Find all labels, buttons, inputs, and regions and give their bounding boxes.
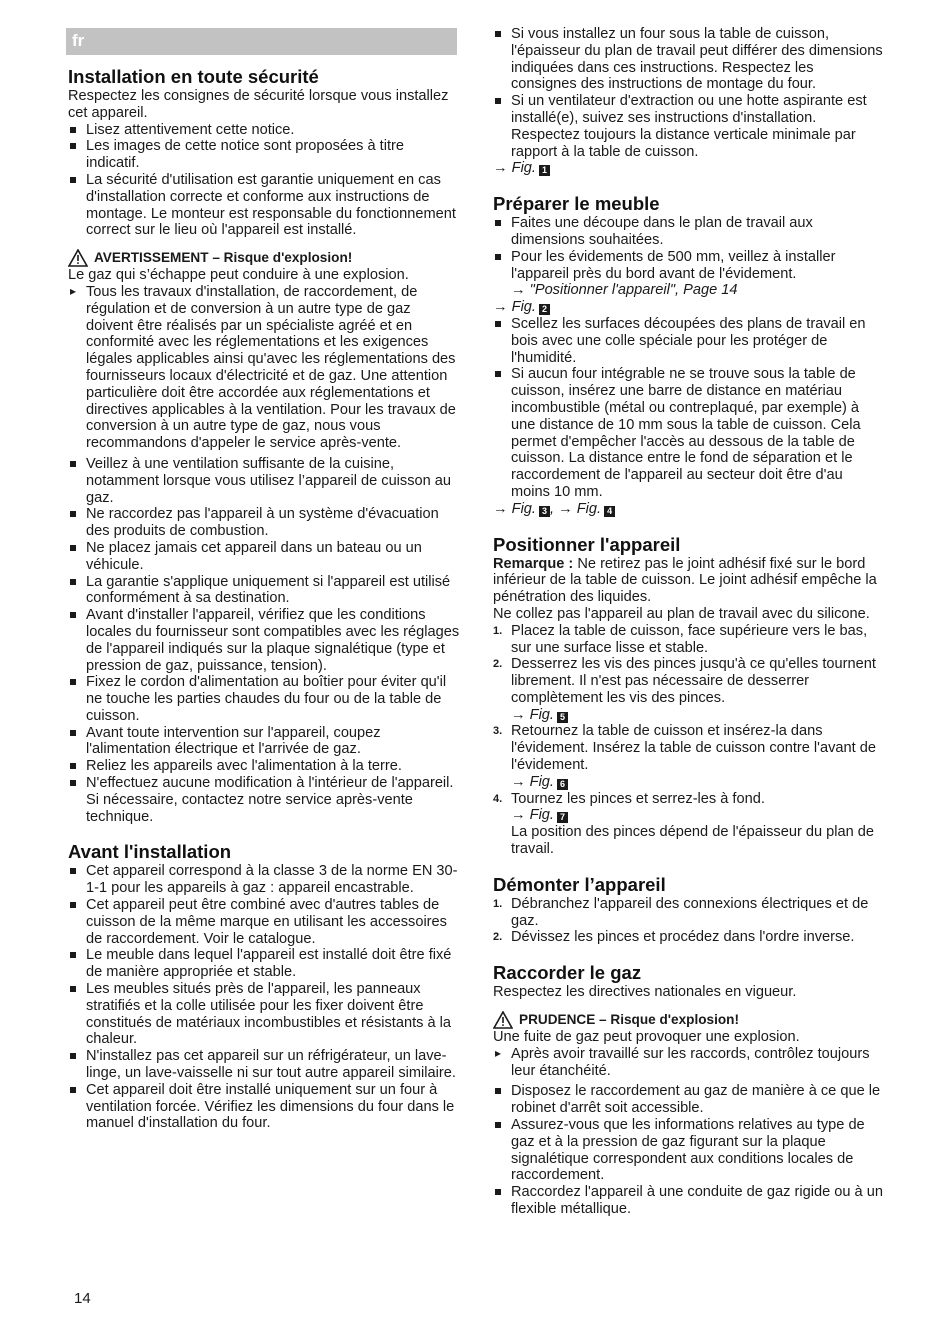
figure-number: 5 <box>557 712 568 723</box>
language-bar: fr <box>66 28 457 55</box>
bullet-list <box>68 122 460 240</box>
list-item: Si un ventilateur d'extraction ou une hotte aspirante est installé(e), suivez ses instructions d'installation. Respectez toujours la distance verticale minimale par rapport à la table de cuisson. <box>493 93 883 160</box>
figure-number: 6 <box>557 779 568 790</box>
list-item: Avant toute intervention sur l'appareil, coupez l'alimentation électrique et l'arrivée de gaz. <box>68 725 460 759</box>
step-item: 1. Placez la table de cuisson, face supérieure vers le bas, sur une surface lisse et stable. <box>493 622 868 656</box>
section-title-before-installation: Avant l'installation <box>68 841 232 863</box>
list-item: Reliez les appareils avec l'alimentation à la terre. <box>68 758 460 775</box>
bullet-list <box>493 1083 883 1217</box>
section-title-installation: Installation en toute sécurité <box>68 66 319 87</box>
list-item: Fixez le cordon d'alimentation au boîtier pour éviter qu'il ne touche les parties chaudes du four ou de la table de cuisson. <box>68 674 460 724</box>
figure-reference: → Fig. 7 <box>511 807 568 823</box>
bullet-list <box>493 26 883 160</box>
list-item: Cet appareil peut être combiné avec d'autres tables de cuisson de la même marque en utilisant les accessoires de raccordement. Voir le catalogue. <box>68 897 460 947</box>
list-item: Scellez les surfaces découpées des plans de travail en bois avec une colle spéciale pour les protéger de l'humidité. <box>493 316 883 366</box>
warning-title: AVERTISSEMENT – Risque d'explosion! <box>94 249 353 265</box>
warning-text: Une fuite de gaz peut provoquer une explosion. <box>493 1029 800 1046</box>
list-item: N'installez pas cet appareil sur un réfrigérateur, un lave-linge, un lave-vaisselle ni sur tout autre appareil similaire. <box>68 1048 460 1082</box>
figure-number: 4 <box>604 506 615 517</box>
bullet-list <box>68 456 460 826</box>
list-item: Les meubles situés près de l'appareil, les panneaux stratifiés et la colle utilisée pour les fixer doivent être constitués de matériaux incombustibles et résistants à la chaleur. <box>68 981 460 1048</box>
list-item: Lisez attentivement cette notice. <box>68 122 460 139</box>
right-column <box>493 26 883 1218</box>
note-paragraph: Remarque : Ne retirez pas le joint adhésif fixé sur le bord inférieur de la table de cuisson. Le joint adhésif empêche la pénétration des liquides. <box>493 555 877 606</box>
list-item: Ne placez jamais cet appareil dans un bateau ou un véhicule. <box>68 540 460 574</box>
section-intro: Respectez les directives nationales en vigueur. <box>493 984 797 1001</box>
warning-actions <box>68 284 460 452</box>
section-intro: Respectez les consignes de sécurité lorsque vous installez cet appareil. <box>68 88 449 121</box>
figure-reference: → Fig. 1 <box>493 160 883 177</box>
list-item: La garantie s'applique uniquement si l'appareil est utilisé conformément à sa destination. <box>68 574 460 608</box>
step-item: 3. Retournez la table de cuisson et insérez-la dans l'évidement. Insérez la table de cuisson contre l'avant de l'évidement. → Fig. 6 <box>493 723 876 790</box>
step-item: 1. Débranchez l'appareil des connexions électriques et de gaz. <box>493 895 869 929</box>
list-item: Pour les évidements de 500 mm, veillez à installer l'appareil près du bord avant de l'évidement. → "Positionner l'appareil", Page 14 <box>493 249 883 299</box>
note-label: Remarque : <box>493 555 574 572</box>
list-item: Faites une découpe dans le plan de travail aux dimensions souhaitées. <box>493 215 883 249</box>
figure-number: 3 <box>539 506 550 517</box>
figure-reference: → Fig. 5 <box>511 707 568 723</box>
warning-text: Le gaz qui s’échappe peut conduire à une explosion. <box>68 267 409 284</box>
caution-title: PRUDENCE – Risque d'explosion! <box>519 1011 740 1027</box>
action-item: ▸ Après avoir travaillé sur les raccords, contrôlez toujours leur étanchéité. <box>493 1046 883 1080</box>
bullet-list <box>68 863 460 1132</box>
list-item: Veillez à une ventilation suffisante de la cuisine, notamment lorsque vous utilisez l’appareil de cuisson au gaz. <box>68 456 460 506</box>
cross-reference-link[interactable]: → "Positionner l'appareil", Page 14 <box>511 282 738 299</box>
section-title-prepare-furniture: Préparer le meuble <box>493 193 660 215</box>
numbered-steps <box>493 896 883 946</box>
list-item: Disposez le raccordement au gaz de manière à ce que le robinet d'arrêt soit accessible. <box>493 1083 883 1117</box>
step-item: 2. Dévissez les pinces et procédez dans l'ordre inverse. <box>493 929 855 946</box>
list-item: Raccordez l'appareil à une conduite de gaz rigide ou à un flexible métallique. <box>493 1184 883 1218</box>
section-title-position-appliance: Positionner l'appareil <box>493 533 681 555</box>
figure-number: 1 <box>539 165 550 176</box>
caution-heading <box>493 1011 883 1029</box>
numbered-steps <box>493 623 883 858</box>
figure-number: 7 <box>557 812 568 823</box>
list-item: Le meuble dans lequel l'appareil est installé doit être fixé de manière appropriée et stable. <box>68 947 460 981</box>
note-paragraph: Ne collez pas l'appareil au plan de travail avec du silicone. <box>493 605 870 622</box>
list-item: N'effectuez aucune modification à l'intérieur de l'appareil. Si nécessaire, contactez notre service après-vente technique. <box>68 775 460 825</box>
list-item: Si aucun four intégrable ne se trouve sous la table de cuisson, insérez une barre de distance en matériau incombustible (métal ou contreplaqué, par exemple) à une distance de 10 mm sous la table de cuisson. Cela permet d'empêcher l'accès au dessous de la table de cuisson. La distance entre le fond de séparation et le raccordement de l'appareil au secteur doit être d'au moins 10 mm. <box>493 366 883 500</box>
warning-heading <box>68 249 460 267</box>
action-item: ▸ Tous les travaux d'installation, de raccordement, de régulation et de conversion à un autre type de gaz doivent être réalisés par un spécialiste agréé et en conformité avec les réglementations et les exigences légales applicables ainsi qu'avec les réglementations des fournisseurs locaux d'électricité et de gaz. Une attention particulière doit être accordée aux réglementations et directives applicables à la ventilation. Pour les travaux de conversion à un autre type de gaz, nous vous recommandons d'appeler le service après-vente. <box>68 284 460 452</box>
figure-number: 2 <box>539 304 550 315</box>
step-item: 4. Tournez les pinces et serrez-les à fond. → Fig. 7 La position des pinces dépend de l'épaisseur du plan de travail. <box>493 790 875 858</box>
list-item: Avant d'installer l'appareil, vérifiez que les conditions locales du fournisseur sont compatibles avec les réglages de l'appareil indiqués sur la plaque signalétique (type et pression de gaz, puissance, tension). <box>68 607 460 674</box>
figure-reference: → Fig. 3 , → Fig. 4 <box>493 501 883 518</box>
step-item: 2. Desserrez les vis des pinces jusqu'à ce qu'elles tournent librement. Il n'est pas nécessaire de desserrer complètement les vis des pinces. → Fig. 5 <box>493 656 876 723</box>
list-item: Si vous installez un four sous la table de cuisson, l'épaisseur du plan de travail peut différer des dimensions indiquées dans ces instructions. Respectez les consignes des instructions de montage du four. <box>493 26 883 93</box>
list-item: Assurez-vous que les informations relatives au type de gaz et à la pression de gaz figurant sur la plaque signalétique correspondent aux conditions locales de raccordement. <box>493 1117 883 1184</box>
section-title-connect-gas: Raccorder le gaz <box>493 962 642 984</box>
figure-reference: → Fig. 2 <box>493 299 883 316</box>
list-item: Cet appareil doit être installé uniquement sur un four à ventilation forcée. Vérifiez les dimensions du four dans le manuel d'installation du four. <box>68 1082 460 1132</box>
page-number: 14 <box>74 1290 91 1307</box>
section-title-dismantle: Démonter l’appareil <box>493 873 666 895</box>
list-item: Les images de cette notice sont proposées à titre indicatif. <box>68 138 460 172</box>
warning-actions <box>493 1046 883 1080</box>
bullet-list <box>493 316 883 501</box>
bullet-list <box>493 215 883 299</box>
figure-reference: → Fig. 6 <box>511 774 568 790</box>
left-column <box>68 66 460 1132</box>
list-item: Ne raccordez pas l'appareil à un système d'évacuation des produits de combustion. <box>68 506 460 540</box>
warning-triangle-icon <box>68 249 88 267</box>
list-item: Cet appareil correspond à la classe 3 de la norme EN 30-1-1 pour les appareils à gaz : appareil encastrable. <box>68 863 460 897</box>
warning-triangle-icon <box>493 1011 513 1029</box>
list-item: La sécurité d'utilisation est garantie uniquement en cas d'installation correcte et conforme aux instructions de montage. Le monteur est responsable du fonctionnement correct sur le lieu où l'appareil est installé. <box>68 172 460 239</box>
